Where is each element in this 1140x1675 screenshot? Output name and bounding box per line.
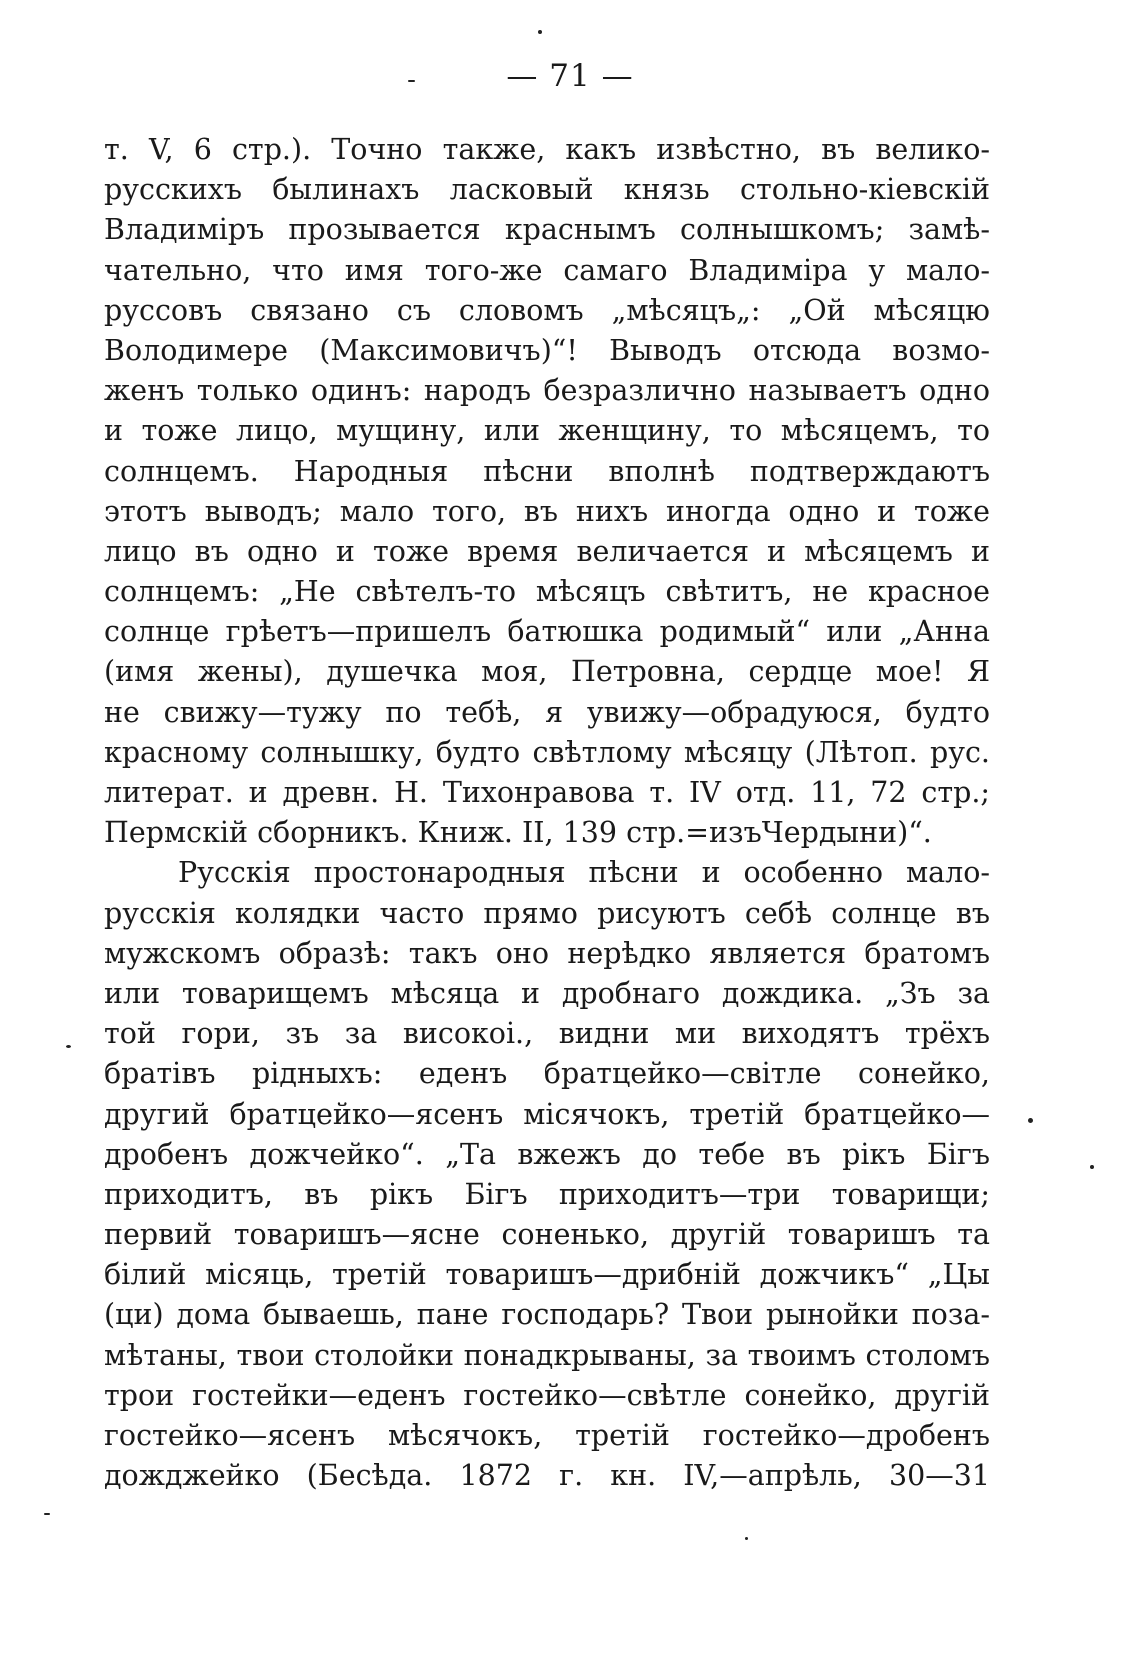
text-line: этотъ выводъ; мало того, въ нихъ иногда одно и тоже: [104, 494, 990, 528]
text-line: русскія колядки часто прямо рисуютъ себѣ солнце въ: [104, 896, 990, 930]
text-line: (имя жены), душечка моя, Петровна, сердце мое! Я: [104, 655, 990, 689]
text-line: и тоже лицо, мущину, или женщину, то мѣсяцемъ, то: [104, 414, 990, 448]
text-line: братівъ рідныхъ: еденъ братцейко—світле сонейко,: [104, 1057, 990, 1091]
text-line: той гори, зъ за високоі., видни ми виходятъ трёхъ: [104, 1017, 990, 1051]
text-line: первий товаришъ—ясне соненько, другій товаришъ та: [104, 1218, 990, 1252]
text-line: Владиміръ прозывается краснымъ солнышкомъ; замѣ-: [104, 213, 990, 247]
text-line: т. V, 6 стр.). Точно также, какъ извѣстно, въ велико-: [104, 133, 990, 166]
text-line: чательно, что имя того-же самаго Владиміра у мало-: [104, 253, 990, 287]
page-number: — 71 —: [506, 58, 634, 94]
text-line: не свижу—тужу по тебѣ, я увижу—обрадуюся, будто: [104, 695, 990, 729]
body-text: [104, 130, 990, 1496]
text-line: дробенъ дожчейко“. „Та вжежъ до тебе въ рікъ Бігъ: [104, 1137, 990, 1171]
text-line: мужскомъ образѣ: такъ оно нерѣдко является братомъ: [104, 936, 990, 970]
text-line: красному солнышку, будто свѣтлому мѣсяцу (Лѣтоп. рус.: [104, 735, 990, 769]
text-line: гостейко—ясенъ мѣсячокъ, третій гостейко—дробенъ: [104, 1419, 990, 1452]
text-line: Володимере (Максимовичъ)“! Выводъ отсюда возмо-: [104, 333, 990, 367]
text-line: дожджейко (Бесѣда. 1872 г. кн. IV,—апрѣль, 30—31: [104, 1459, 990, 1493]
scan-speck: [538, 30, 542, 34]
scan-speck: [1090, 1165, 1094, 1169]
paragraph-start-line: Русскія простонародныя пѣсни и особенно мало-: [178, 856, 990, 890]
text-line: или товарищемъ мѣсяца и дробнаго дождика. „Зъ за: [104, 976, 990, 1010]
text-line: білий місяць, третій товаришъ—дрибній дожчикъ“ „Цы: [104, 1258, 990, 1292]
text-line: другий братцейко—ясенъ місячокъ, третій братцейко—: [104, 1097, 990, 1131]
text-line: русскихъ былинахъ ласковый князь стольно-кіевскій: [104, 173, 990, 207]
text-line: литерат. и древн. Н. Тихонравова т. IV отд. 11, 72 стр.;: [104, 776, 990, 809]
text-line: лицо въ одно и тоже время величается и мѣсяцемъ и: [104, 534, 990, 568]
text-line: (ци) дома бываешь, пане господарь? Твои рынойки поза-: [104, 1298, 990, 1332]
scan-speck: [66, 1045, 71, 1048]
text-line: женъ только одинъ: народъ безразлично называетъ одно: [104, 374, 990, 408]
text-line: трои гостейки—еденъ гостейко—свѣтле сонейко, другій: [104, 1378, 990, 1412]
text-line: мѣтаны, твои столойки понадкрываны, за твоимъ столомъ: [104, 1338, 990, 1372]
scan-speck: [1028, 1118, 1033, 1123]
scan-speck: [745, 1537, 748, 1540]
text-line: руссовъ связано съ словомъ „мѣсяцъ„: „Ой мѣсяцю: [104, 293, 990, 327]
scan-speck: [44, 1513, 50, 1515]
text-line: солнцемъ: „Не свѣтелъ-то мѣсяцъ свѣтитъ, не красное: [104, 575, 990, 609]
paragraph-end-line: Пермскій сборникъ. Книж. II, 139 стр.=изъЧердыни)“.: [104, 816, 932, 850]
text-line: приходитъ, въ рікъ Бігъ приходитъ—три товарищи;: [104, 1177, 990, 1211]
text-line: солнце грѣетъ—пришелъ батюшка родимый“ или „Анна: [104, 615, 990, 649]
scan-speck: [408, 80, 415, 82]
text-line: солнцемъ. Народныя пѣсни вполнѣ подтверждаютъ: [104, 454, 990, 488]
